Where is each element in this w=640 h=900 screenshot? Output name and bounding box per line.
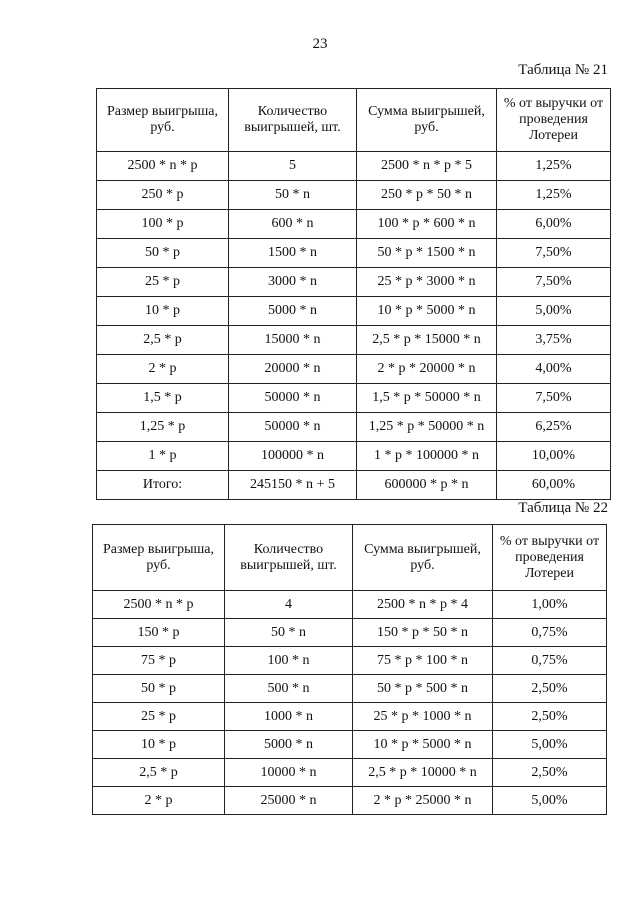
table-row	[97, 413, 611, 442]
cell-revenue-percent: 3,75%	[497, 326, 611, 355]
table-row	[97, 384, 611, 413]
cell-prize-sum: 2,5 * p * 10000 * n	[353, 759, 493, 787]
cell-prize-sum: 2 * p * 25000 * n	[353, 787, 493, 815]
table-22-caption: Таблица № 22	[518, 500, 608, 516]
table-body	[97, 152, 611, 500]
cell-prize-sum: 50 * p * 1500 * n	[357, 239, 497, 268]
cell-prize-size: 2500 * n * p	[97, 152, 229, 181]
cell-prize-size: 75 * p	[93, 647, 225, 675]
cell-prize-sum: 10 * p * 5000 * n	[353, 731, 493, 759]
cell-prize-sum: 2500 * n * p * 4	[353, 591, 493, 619]
cell-prize-sum: 1,5 * p * 50000 * n	[357, 384, 497, 413]
cell-revenue-percent: 1,25%	[497, 181, 611, 210]
cell-prize-sum: 10 * p * 5000 * n	[357, 297, 497, 326]
cell-revenue-percent: 2,50%	[493, 675, 607, 703]
cell-prize-sum: 250 * p * 50 * n	[357, 181, 497, 210]
cell-prize-sum: 25 * p * 1000 * n	[353, 703, 493, 731]
cell-prize-size: 2 * p	[97, 355, 229, 384]
cell-prize-count: 500 * n	[225, 675, 353, 703]
cell-revenue-percent: 5,00%	[497, 297, 611, 326]
cell-revenue-percent: 7,50%	[497, 384, 611, 413]
cell-prize-count: 25000 * n	[225, 787, 353, 815]
header-prize-size: Размер выигрыша, руб.	[93, 525, 225, 591]
cell-prize-count: 10000 * n	[225, 759, 353, 787]
cell-revenue-percent: 5,00%	[493, 787, 607, 815]
cell-revenue-percent: 6,00%	[497, 210, 611, 239]
table-body	[93, 591, 607, 815]
cell-prize-size: 1 * p	[97, 442, 229, 471]
cell-prize-count: 4	[225, 591, 353, 619]
cell-revenue-percent: 7,50%	[497, 239, 611, 268]
table-header	[97, 89, 611, 152]
header-prize-sum: Сумма выигрышей, руб.	[357, 89, 497, 152]
cell-prize-count: 50000 * n	[229, 384, 357, 413]
table-row	[97, 239, 611, 268]
cell-prize-sum: 2500 * n * p * 5	[357, 152, 497, 181]
table-row	[97, 152, 611, 181]
cell-total-count: 245150 * n + 5	[229, 471, 357, 500]
cell-revenue-percent: 7,50%	[497, 268, 611, 297]
table-row	[97, 181, 611, 210]
header-revenue-percent: % от выручки от проведения Лотереи	[493, 525, 607, 591]
cell-revenue-percent: 2,50%	[493, 703, 607, 731]
page-number: 23	[312, 36, 328, 52]
table-header	[93, 525, 607, 591]
cell-prize-size: 250 * p	[97, 181, 229, 210]
table-row	[93, 703, 607, 731]
cell-revenue-percent: 10,00%	[497, 442, 611, 471]
header-prize-size: Размер выигрыша, руб.	[97, 89, 229, 152]
cell-revenue-percent: 4,00%	[497, 355, 611, 384]
header-prize-sum: Сумма выигрышей, руб.	[353, 525, 493, 591]
cell-revenue-percent: 1,00%	[493, 591, 607, 619]
cell-prize-count: 1500 * n	[229, 239, 357, 268]
cell-prize-size: 1,25 * p	[97, 413, 229, 442]
cell-prize-sum: 1,25 * p * 50000 * n	[357, 413, 497, 442]
table-row	[97, 297, 611, 326]
cell-prize-size: 2 * p	[93, 787, 225, 815]
prize-table-22	[92, 524, 607, 815]
cell-prize-count: 5000 * n	[225, 731, 353, 759]
cell-prize-size: 50 * p	[97, 239, 229, 268]
cell-prize-count: 3000 * n	[229, 268, 357, 297]
cell-prize-size: 50 * p	[93, 675, 225, 703]
cell-prize-sum: 50 * p * 500 * n	[353, 675, 493, 703]
table-row	[93, 787, 607, 815]
cell-prize-count: 100000 * n	[229, 442, 357, 471]
cell-prize-size: 2500 * n * p	[93, 591, 225, 619]
table-row	[93, 619, 607, 647]
cell-prize-sum: 100 * p * 600 * n	[357, 210, 497, 239]
cell-prize-count: 50000 * n	[229, 413, 357, 442]
table-row	[93, 591, 607, 619]
cell-prize-count: 5	[229, 152, 357, 181]
cell-prize-sum: 150 * p * 50 * n	[353, 619, 493, 647]
cell-revenue-percent: 1,25%	[497, 152, 611, 181]
table-row	[93, 647, 607, 675]
table-row	[97, 210, 611, 239]
table-row	[97, 442, 611, 471]
cell-prize-count: 100 * n	[225, 647, 353, 675]
header-prize-count: Количество выигрышей, шт.	[225, 525, 353, 591]
cell-prize-count: 20000 * n	[229, 355, 357, 384]
cell-prize-size: 1,5 * p	[97, 384, 229, 413]
table-row	[97, 268, 611, 297]
cell-prize-sum: 2,5 * p * 15000 * n	[357, 326, 497, 355]
cell-total-label: Итого:	[97, 471, 229, 500]
header-row	[97, 89, 611, 152]
cell-total-percent: 60,00%	[497, 471, 611, 500]
table-row	[93, 675, 607, 703]
table-row	[97, 355, 611, 384]
total-row	[97, 471, 611, 500]
cell-revenue-percent: 0,75%	[493, 619, 607, 647]
cell-prize-size: 10 * p	[93, 731, 225, 759]
cell-revenue-percent: 6,25%	[497, 413, 611, 442]
header-prize-count: Количество выигрышей, шт.	[229, 89, 357, 152]
cell-prize-sum: 2 * p * 20000 * n	[357, 355, 497, 384]
cell-prize-sum: 25 * p * 3000 * n	[357, 268, 497, 297]
cell-prize-size: 2,5 * p	[97, 326, 229, 355]
cell-revenue-percent: 5,00%	[493, 731, 607, 759]
cell-total-sum: 600000 * p * n	[357, 471, 497, 500]
cell-prize-sum: 1 * p * 100000 * n	[357, 442, 497, 471]
table-row	[97, 326, 611, 355]
cell-prize-size: 2,5 * p	[93, 759, 225, 787]
cell-prize-size: 100 * p	[97, 210, 229, 239]
cell-revenue-percent: 2,50%	[493, 759, 607, 787]
cell-prize-count: 15000 * n	[229, 326, 357, 355]
cell-prize-count: 50 * n	[225, 619, 353, 647]
cell-prize-count: 50 * n	[229, 181, 357, 210]
table-21-caption: Таблица № 21	[518, 62, 608, 78]
prize-table-21	[96, 88, 611, 500]
cell-prize-count: 5000 * n	[229, 297, 357, 326]
table-row	[93, 759, 607, 787]
table-row	[93, 731, 607, 759]
header-row	[93, 525, 607, 591]
cell-prize-size: 25 * p	[97, 268, 229, 297]
cell-prize-size: 25 * p	[93, 703, 225, 731]
cell-prize-size: 10 * p	[97, 297, 229, 326]
cell-prize-sum: 75 * p * 100 * n	[353, 647, 493, 675]
cell-revenue-percent: 0,75%	[493, 647, 607, 675]
header-revenue-percent: % от выручки от проведения Лотереи	[497, 89, 611, 152]
cell-prize-size: 150 * p	[93, 619, 225, 647]
cell-prize-count: 1000 * n	[225, 703, 353, 731]
cell-prize-count: 600 * n	[229, 210, 357, 239]
